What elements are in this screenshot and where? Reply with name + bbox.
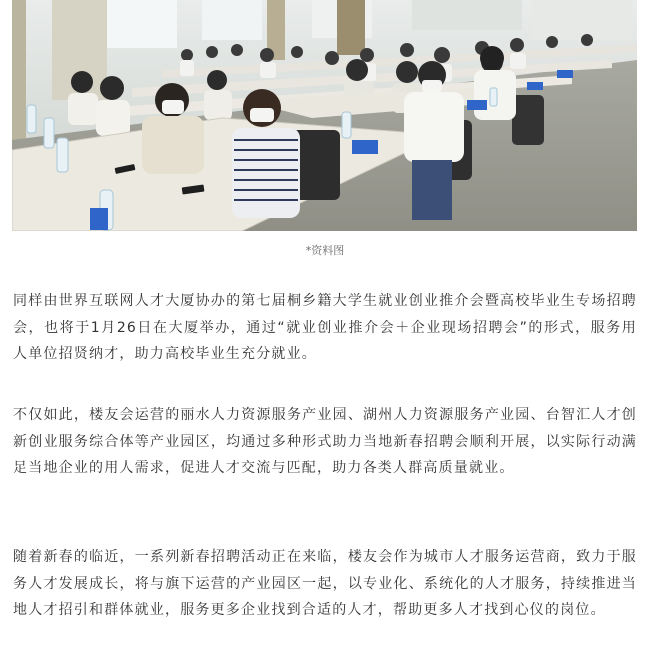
seminar-photo bbox=[12, 0, 637, 231]
seminar-photo-illustration bbox=[12, 0, 637, 231]
paragraph-1: 同样由世界互联网人才大厦协办的第七届桐乡籍大学生就业创业推介会暨高校毕业生专场招聘会，也将于1月26日在大厦举办，通过“就业创业推介会＋企业现场招聘会”的形式，服务用人单位招贤纳才，助力高校毕业生充分就业。 bbox=[13, 293, 637, 362]
photo-caption: *资料图 bbox=[305, 244, 345, 257]
paragraph-2: 不仅如此，楼友会运营的丽水人力资源服务产业园、湖州人力资源服务产业园、台智汇人才创新创业服务综合体等产业园区，均通过多种形式助力当地新春招聘会顺利开展，以实际行动满足当地企业的用人需求，促进人才交流与匹配，助力各类人群高质量就业。 bbox=[13, 407, 637, 476]
paragraph-3: 随着新春的临近，一系列新春招聘活动正在来临，楼友会作为城市人才服务运营商，致力于服务人才发展成长，将与旗下运营的产业园区一起，以专业化、系统化的人才服务，持续推进当地人才招引和群体就业，服务更多企业找到合适的人才，帮助更多人才找到心仪的岗位。 bbox=[13, 549, 637, 618]
